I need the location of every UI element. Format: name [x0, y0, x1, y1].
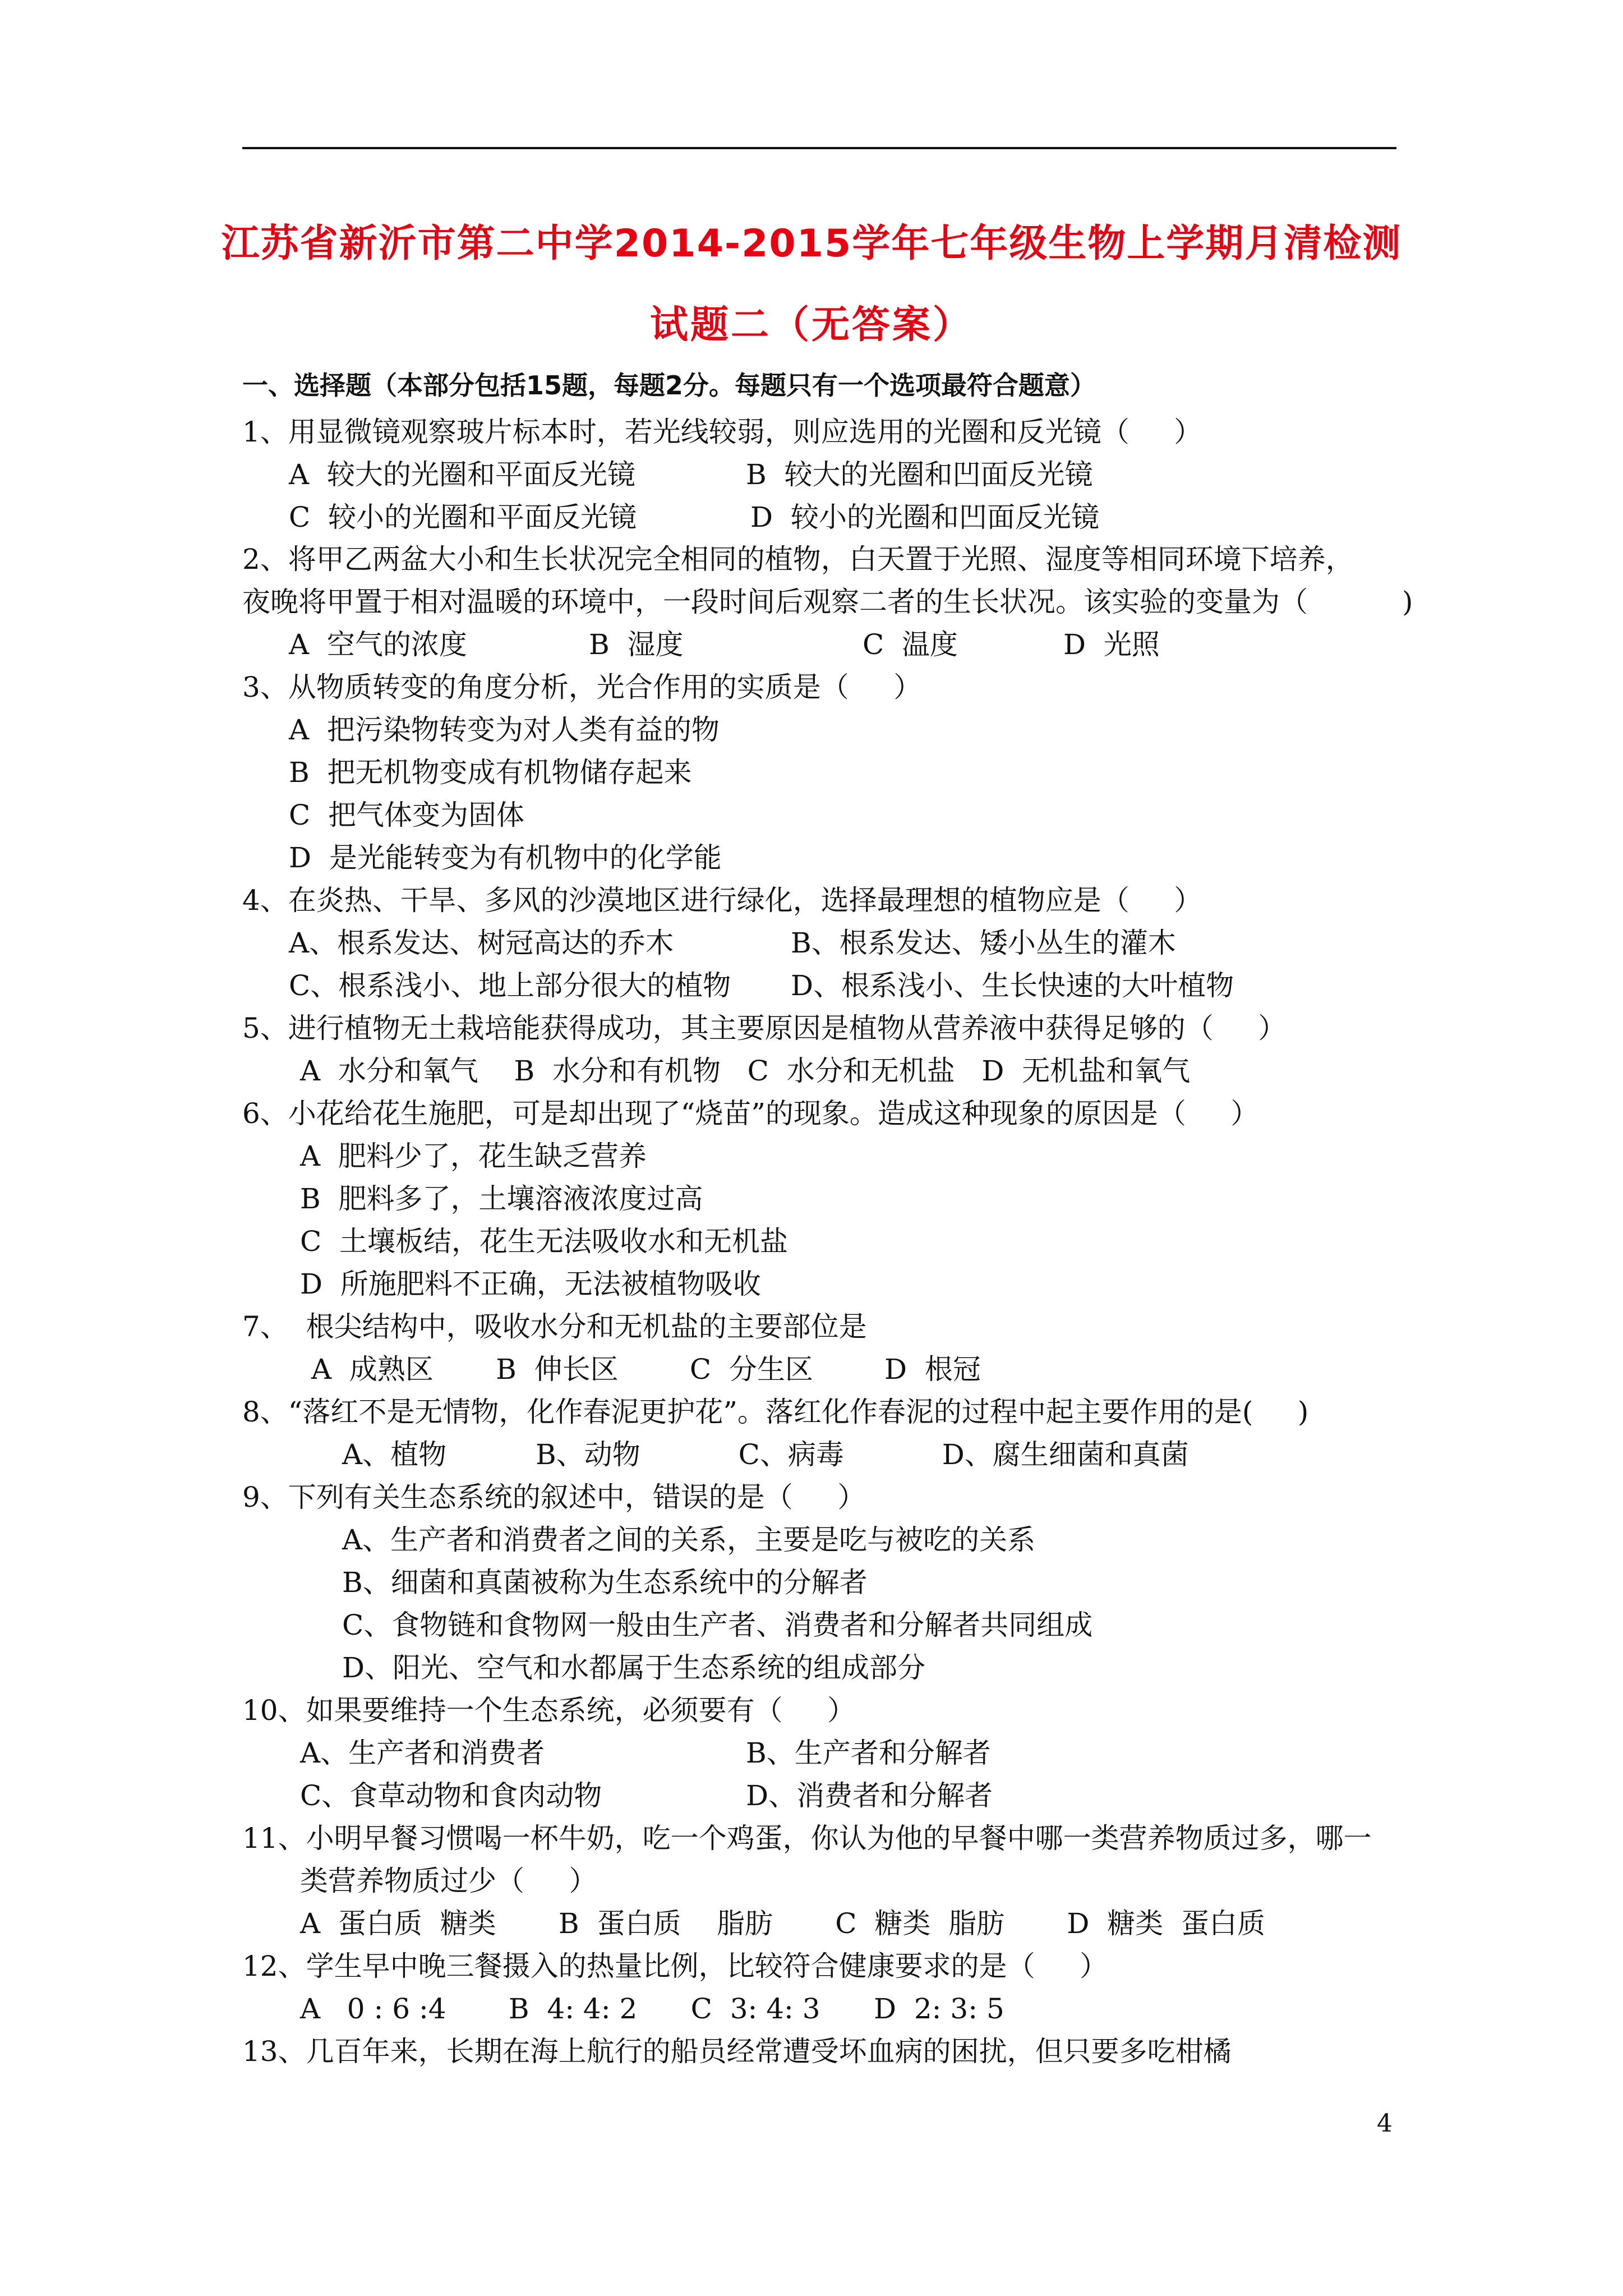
question-4: 4、在炎热、干旱、多风的沙漠地区进行绿化，选择最理想的植物应是（ ）: [242, 884, 1202, 917]
options-5: A 水分和氧气 B 水分和有机物 C 水分和无机盐 D 无机盐和氧气: [300, 1055, 1191, 1087]
header-rule: [242, 147, 1396, 149]
option-4b: B、根系发达、矮小丛生的灌木: [791, 927, 1176, 959]
option-6b: B 肥料多了，土壤溶液浓度过高: [300, 1182, 703, 1215]
section-heading: 一、选择题（本部分包括15题，每题2分。每题只有一个选项最符合题意）: [242, 370, 1096, 401]
question-13: 13、几百年来，长期在海上航行的船员经常遭受坏血病的困扰，但只要多吃柑橘: [242, 2035, 1232, 2068]
question-5: 5、进行植物无土栽培能获得成功，其主要原因是植物从营养液中获得足够的（ ）: [242, 1012, 1287, 1045]
question-7: 7、 根尖结构中，吸收水分和无机盐的主要部位是: [242, 1310, 867, 1343]
question-11-line-2: 类营养物质过少（ ）: [300, 1865, 597, 1897]
question-3: 3、从物质转变的角度分析，光合作用的实质是（ ）: [242, 671, 922, 703]
option-1a: A 较大的光圈和平面反光镜: [289, 458, 635, 491]
option-10d: D、消费者和分解者: [746, 1779, 993, 1812]
question-8: 8、“落红不是无情物，化作春泥更护花”。落红化作春泥的过程中起主要作用的是( ): [242, 1396, 1309, 1428]
question-11-line-1: 11、小明早餐习惯喝一杯牛奶，吃一个鸡蛋，你认为他的早餐中哪一类营养物质过多，哪一: [242, 1822, 1372, 1855]
option-9b: B、细菌和真菌被称为生态系统中的分解者: [342, 1566, 868, 1599]
options-7: A 成熟区 B 伸长区 C 分生区 D 根冠: [311, 1353, 981, 1386]
option-1d: D 较小的光圈和凹面反光镜: [750, 501, 1099, 533]
option-9a: A、生产者和消费者之间的关系，主要是吃与被吃的关系: [342, 1524, 1036, 1556]
option-6c: C 土壤板结，花生无法吸收水和无机盐: [300, 1225, 789, 1258]
option-4c: C、根系浅小、地上部分很大的植物: [289, 969, 731, 1002]
option-3b: B 把无机物变成有机物储存起来: [289, 756, 692, 789]
option-10a: A、生产者和消费者: [300, 1737, 545, 1769]
option-1c: C 较小的光圈和平面反光镜: [289, 501, 637, 533]
options-11: A 蛋白质 糖类 B 蛋白质 脂肪 C 糖类 脂肪 D 糖类 蛋白质: [300, 1907, 1266, 1940]
document-title-line-1: 江苏省新沂市第二中学2014-2015学年七年级生物上学期月清检测: [221, 222, 1402, 266]
option-2c: C 温度: [863, 628, 958, 661]
option-10c: C、食草动物和食肉动物: [300, 1779, 602, 1812]
page-number: 4: [1377, 2109, 1393, 2138]
option-2b: B 湿度: [589, 628, 684, 661]
question-12: 12、学生早中晚三餐摄入的热量比例，比较符合健康要求的是（ ）: [242, 1950, 1108, 1982]
option-4d: D、根系浅小、生长快速的大叶植物: [791, 969, 1234, 1002]
option-4a: A、根系发达、树冠高达的乔木: [289, 927, 674, 959]
option-2a: A 空气的浓度: [289, 628, 467, 661]
option-10b: B、生产者和分解者: [746, 1737, 991, 1769]
option-3c: C 把气体变为固体: [289, 799, 525, 831]
question-6: 6、小花给花生施肥，可是却出现了“烧苗”的现象。造成这种现象的原因是（ ）: [242, 1097, 1259, 1130]
question-2-paren: ): [1402, 586, 1413, 618]
option-9c: C、食物链和食物网一般由生产者、消费者和分解者共同组成: [342, 1609, 1093, 1641]
document-title-line-2: 试题二（无答案）: [649, 303, 973, 347]
option-3a: A 把污染物转变为对人类有益的物: [289, 714, 720, 746]
option-3d: D 是光能转变为有机物中的化学能: [289, 841, 722, 874]
question-9: 9、下列有关生态系统的叙述中，错误的是（ ）: [242, 1481, 866, 1513]
option-1b: B 较大的光圈和凹面反光镜: [746, 458, 1093, 491]
option-6a: A 肥料少了，花生缺乏营养: [300, 1140, 647, 1172]
question-1: 1、用显微镜观察玻片标本时，若光线较弱，则应选用的光圈和反光镜（ ）: [242, 416, 1202, 448]
question-2-line-1: 2、将甲乙两盆大小和生长状况完全相同的植物，白天置于光照、湿度等相同环境下培养，: [242, 543, 1354, 576]
options-8: A、植物 B、动物 C、病毒 D、腐生细菌和真菌: [342, 1438, 1189, 1471]
question-2-line-2: 夜晚将甲置于相对温暖的环境中，一段时间后观察二者的生长状况。该实验的变量为（: [242, 586, 1308, 618]
option-9d: D、阳光、空气和水都属于生态系统的组成部分: [342, 1651, 926, 1684]
question-10: 10、如果要维持一个生态系统，必须要有（ ）: [242, 1694, 856, 1727]
option-6d: D 所施肥料不正确，无法被植物吸收: [300, 1268, 761, 1300]
option-2d: D 光照: [1063, 628, 1160, 661]
options-12: A 0 : 6 :4 B 4: 4: 2 C 3: 4: 3 D 2: 3: 5: [300, 1993, 1004, 2025]
